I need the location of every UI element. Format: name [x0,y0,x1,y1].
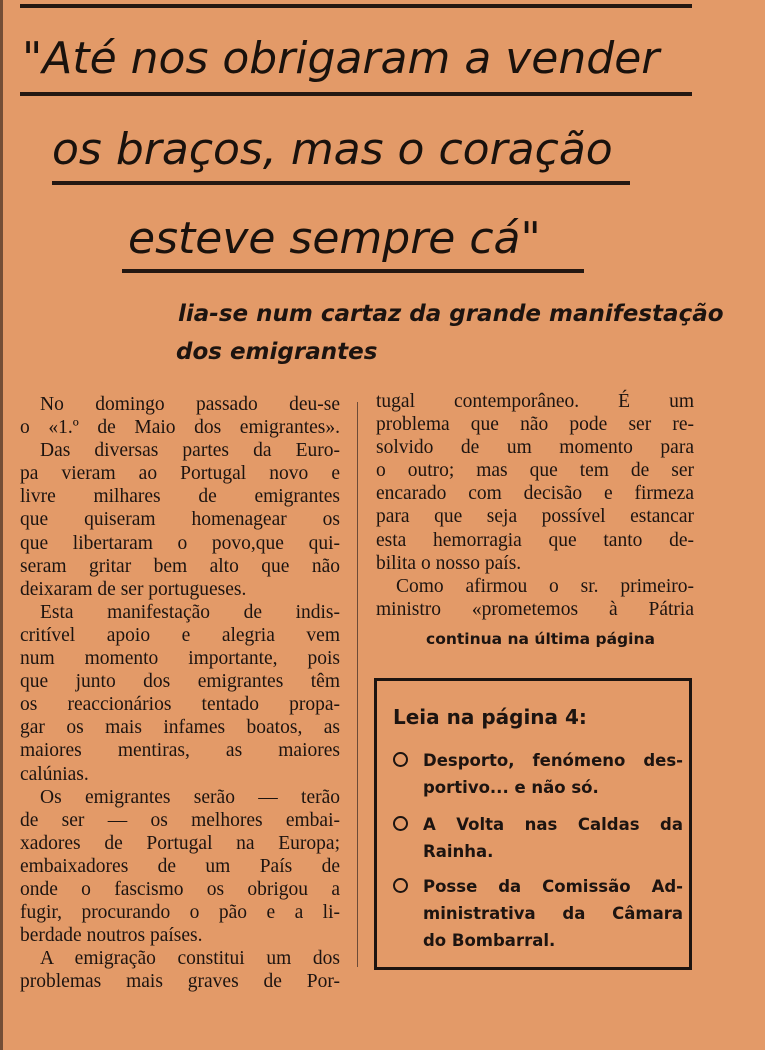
read-more-item-line: A Volta nas Caldas da [423,815,683,834]
read-more-item-line: portivo... e não só. [423,778,599,797]
article-column-right [376,390,694,621]
article-line: fugir, procurando o pão e a li- [20,902,340,924]
circle-bullet-icon [393,878,408,893]
article-line: calúnias. [20,763,89,785]
article-line: que libertaram o povo,que qui- [20,532,340,554]
read-more-item-line: do Bombarral. [423,931,556,950]
article-line: solvido de um momento para [376,437,694,459]
article-line: ministro «prometemos à Pátria [376,598,694,620]
top-rule [20,4,692,8]
article-line: bilita o nosso país. [376,552,522,574]
read-more-item-line: Posse da Comissão Ad- [423,877,683,896]
headline-rule-1 [20,92,692,96]
read-more-item-line: Desporto, fenómeno des- [423,751,683,770]
column-divider [357,402,358,967]
article-line: o «1.º de Maio dos emigrantes». [20,417,340,439]
article-line: maiores mentiras, as maiores [20,740,340,762]
read-more-title: Leia na página 4: [393,705,587,729]
article-line: Os emigrantes serão — terão [40,786,340,808]
article-line: Como afirmou o sr. primeiro- [396,575,694,597]
article-line: critível apoio e alegria vem [20,624,340,646]
read-more-item [393,873,683,954]
article-line: embaixadores de um País de [20,855,340,877]
read-more-item [393,747,683,801]
headline-rule-3 [122,269,584,273]
article-line: berdade noutros países. [20,925,203,947]
subheadline-line-2: dos emigrantes [176,339,378,365]
article-line: de ser — os melhores embai- [20,809,340,831]
headline-line-3: esteve sempre cá" [128,213,541,264]
article-line: o outro; mas que tem de ser [376,460,694,482]
article-line: livre milhares de emigrantes [20,486,340,508]
article-column-left [20,393,340,993]
article-line: que quiseram homenagear os [20,509,340,531]
article-line: seram gritar bem alto que não [20,555,340,577]
read-more-box [374,678,692,970]
article-line: xadores de Portugal na Europa; [20,832,340,854]
subheadline-line-1: lia-se num cartaz da grande manifestação [178,301,724,327]
article-line: Esta manifestação de indis- [40,601,340,623]
circle-bullet-icon [393,752,408,767]
article-line: problema que não pode ser re- [376,414,694,436]
page-edge-shadow [0,0,3,1050]
headline-line-2: os braços, mas o coração [52,124,613,175]
article-line: num momento importante, pois [20,648,340,670]
article-line: A emigração constitui um dos [40,948,340,970]
article-line: que junto dos emigrantes têm [20,671,340,693]
read-more-item-line: ministrativa da Câmara [423,904,683,923]
article-line: problemas mais graves de Por- [20,971,340,993]
circle-bullet-icon [393,816,408,831]
article-line: Das diversas partes da Euro- [40,440,340,462]
article-line: gar os mais infames boatos, as [20,717,340,739]
read-more-item [393,811,683,865]
article-line: onde o fascismo os obrigou a [20,878,340,900]
article-line: encarado com decisão e firmeza [376,483,694,505]
headline-line-1: "Até nos obrigaram a vender [22,33,660,84]
article-line: esta hemorragia que tanto de- [376,529,694,551]
article-line: para que seja possível estancar [376,506,694,528]
article-line: tugal contemporâneo. É um [376,391,694,412]
read-more-item-line: Rainha. [423,842,494,861]
headline-rule-2 [52,181,630,185]
article-line: deixaram de ser portugueses. [20,578,247,600]
continuation-note: continua na última página [426,630,655,648]
article-line: No domingo passado deu-se [40,394,340,415]
article-line: os reaccionários tentado propa- [20,694,340,716]
article-line: pa vieram ao Portugal novo e [20,463,340,485]
